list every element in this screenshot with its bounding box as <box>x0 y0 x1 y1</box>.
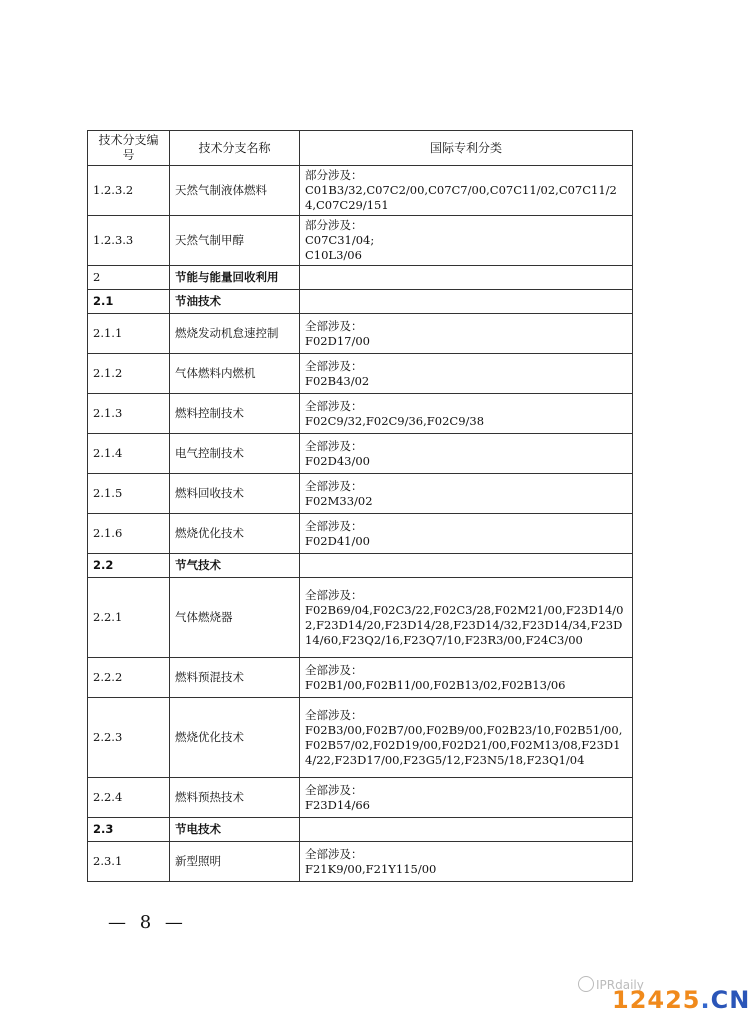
ipc-scope: 全部涉及： <box>305 587 363 602</box>
ipc-codes: F02B1/00,F02B11/00,F02B13/02,F02B13/06 <box>305 677 566 692</box>
row-name: 燃料预热技术 <box>170 778 300 818</box>
ipc-scope: 全部涉及： <box>305 707 363 722</box>
row-ipc <box>300 166 633 216</box>
row-code: 2.3 <box>88 818 170 842</box>
table-header-row <box>88 131 633 166</box>
ipc-codes: F02B3/00,F02B7/00,F02B9/00,F02B23/10,F02B51/00,F02B57/02,F02D19/00,F02D21/00,F02M13/08,F23D14/22,F23D17/00,F23G5/12,F23N5/18,F23Q1/04 <box>305 722 623 767</box>
ipc-scope: 全部涉及： <box>305 518 363 533</box>
row-ipc <box>300 842 633 882</box>
ipc-codes: C07C31/04; C10L3/06 <box>305 233 375 262</box>
table-row <box>88 266 633 290</box>
watermark-text: IPRdaily <box>596 978 644 992</box>
ipc-scope: 全部涉及： <box>305 358 363 373</box>
row-code: 1.2.3.3 <box>88 216 170 266</box>
row-code: 2.1 <box>88 290 170 314</box>
table-row <box>88 778 633 818</box>
ipc-scope: 全部涉及： <box>305 398 363 413</box>
row-name: 节电技术 <box>170 818 300 842</box>
ipc-codes: C01B3/32,C07C2/00,C07C7/00,C07C11/02,C07C11/24,C07C29/151 <box>305 183 617 212</box>
row-code: 2.1.6 <box>88 514 170 554</box>
row-ipc <box>300 266 633 290</box>
row-code: 2.2.3 <box>88 698 170 778</box>
table-row <box>88 554 633 578</box>
table-row <box>88 658 633 698</box>
ipc-scope: 部分涉及： <box>305 218 363 232</box>
logo-number: 12425 <box>612 986 701 1014</box>
ipc-codes: F02B43/02 <box>305 373 370 388</box>
table-row <box>88 474 633 514</box>
table-row <box>88 314 633 354</box>
row-ipc <box>300 474 633 514</box>
row-name: 电气控制技术 <box>170 434 300 474</box>
row-code: 2.1.5 <box>88 474 170 514</box>
row-name: 气体燃烧器 <box>170 578 300 658</box>
row-code: 2.2.1 <box>88 578 170 658</box>
row-code: 2.2 <box>88 554 170 578</box>
row-code: 2.1.1 <box>88 314 170 354</box>
table-row <box>88 166 633 216</box>
ipc-scope: 全部涉及： <box>305 662 363 677</box>
logo-dot: . <box>700 986 711 1014</box>
logo-cn: CN <box>710 986 750 1014</box>
page-number: — 8 — <box>108 912 187 933</box>
table-row <box>88 216 633 266</box>
row-code: 1.2.3.2 <box>88 166 170 216</box>
row-ipc <box>300 290 633 314</box>
table-row <box>88 578 633 658</box>
wechat-icon <box>578 976 594 992</box>
ipc-classification-table <box>87 130 633 882</box>
ipc-codes: F02M33/02 <box>305 493 373 508</box>
row-code: 2.1.4 <box>88 434 170 474</box>
ipc-codes: F02D43/00 <box>305 453 370 468</box>
row-ipc <box>300 778 633 818</box>
row-code: 2 <box>88 266 170 290</box>
table-row <box>88 290 633 314</box>
row-ipc <box>300 434 633 474</box>
row-name: 节气技术 <box>170 554 300 578</box>
table-row <box>88 434 633 474</box>
row-code: 2.1.3 <box>88 394 170 434</box>
table-row <box>88 842 633 882</box>
row-name: 新型照明 <box>170 842 300 882</box>
row-ipc <box>300 394 633 434</box>
ipc-codes: F02D17/00 <box>305 333 370 348</box>
row-name: 燃烧优化技术 <box>170 514 300 554</box>
ipc-scope: 全部涉及： <box>305 478 363 493</box>
header-code: 技术分支编号 <box>88 131 170 166</box>
ipc-scope: 全部涉及： <box>305 318 363 333</box>
header-name: 技术分支名称 <box>170 131 300 166</box>
row-ipc <box>300 554 633 578</box>
row-name: 节能与能量回收利用 <box>170 266 300 290</box>
ipc-scope: 全部涉及： <box>305 782 363 797</box>
ipc-codes: F02C9/32,F02C9/36,F02C9/38 <box>305 413 485 428</box>
ipc-codes: F23D14/66 <box>305 797 370 812</box>
row-name: 燃烧发动机怠速控制 <box>170 314 300 354</box>
row-ipc <box>300 216 633 266</box>
site-logo <box>612 986 750 1014</box>
row-ipc <box>300 354 633 394</box>
row-name: 气体燃料内燃机 <box>170 354 300 394</box>
ipc-codes: F21K9/00,F21Y115/00 <box>305 861 437 876</box>
row-name: 燃烧优化技术 <box>170 698 300 778</box>
table-body <box>88 166 633 882</box>
row-code: 2.2.4 <box>88 778 170 818</box>
row-name: 天然气制甲醇 <box>170 216 300 266</box>
row-ipc <box>300 314 633 354</box>
row-code: 2.1.2 <box>88 354 170 394</box>
row-code: 2.2.2 <box>88 658 170 698</box>
ipc-codes: F02B69/04,F02C3/22,F02C3/28,F02M21/00,F23D14/02,F23D14/20,F23D14/28,F23D14/32,F23D14/34,F23D14/60,F23Q2/16,F23Q7/10,F23R3/00,F24C3/00 <box>305 602 624 647</box>
row-name: 天然气制液体燃料 <box>170 166 300 216</box>
table-row <box>88 818 633 842</box>
header-ipc: 国际专利分类 <box>300 131 633 166</box>
ipc-scope: 全部涉及： <box>305 438 363 453</box>
row-name: 燃料控制技术 <box>170 394 300 434</box>
ipc-scope: 全部涉及： <box>305 846 363 861</box>
table-row <box>88 394 633 434</box>
table-row <box>88 514 633 554</box>
row-name: 燃料预混技术 <box>170 658 300 698</box>
row-ipc <box>300 658 633 698</box>
ipc-scope: 部分涉及： <box>305 168 363 182</box>
ipc-codes: F02D41/00 <box>305 533 370 548</box>
table-row <box>88 354 633 394</box>
row-ipc <box>300 578 633 658</box>
table-row <box>88 698 633 778</box>
row-ipc <box>300 698 633 778</box>
row-name: 节油技术 <box>170 290 300 314</box>
row-name: 燃料回收技术 <box>170 474 300 514</box>
row-ipc <box>300 514 633 554</box>
row-code: 2.3.1 <box>88 842 170 882</box>
row-ipc <box>300 818 633 842</box>
